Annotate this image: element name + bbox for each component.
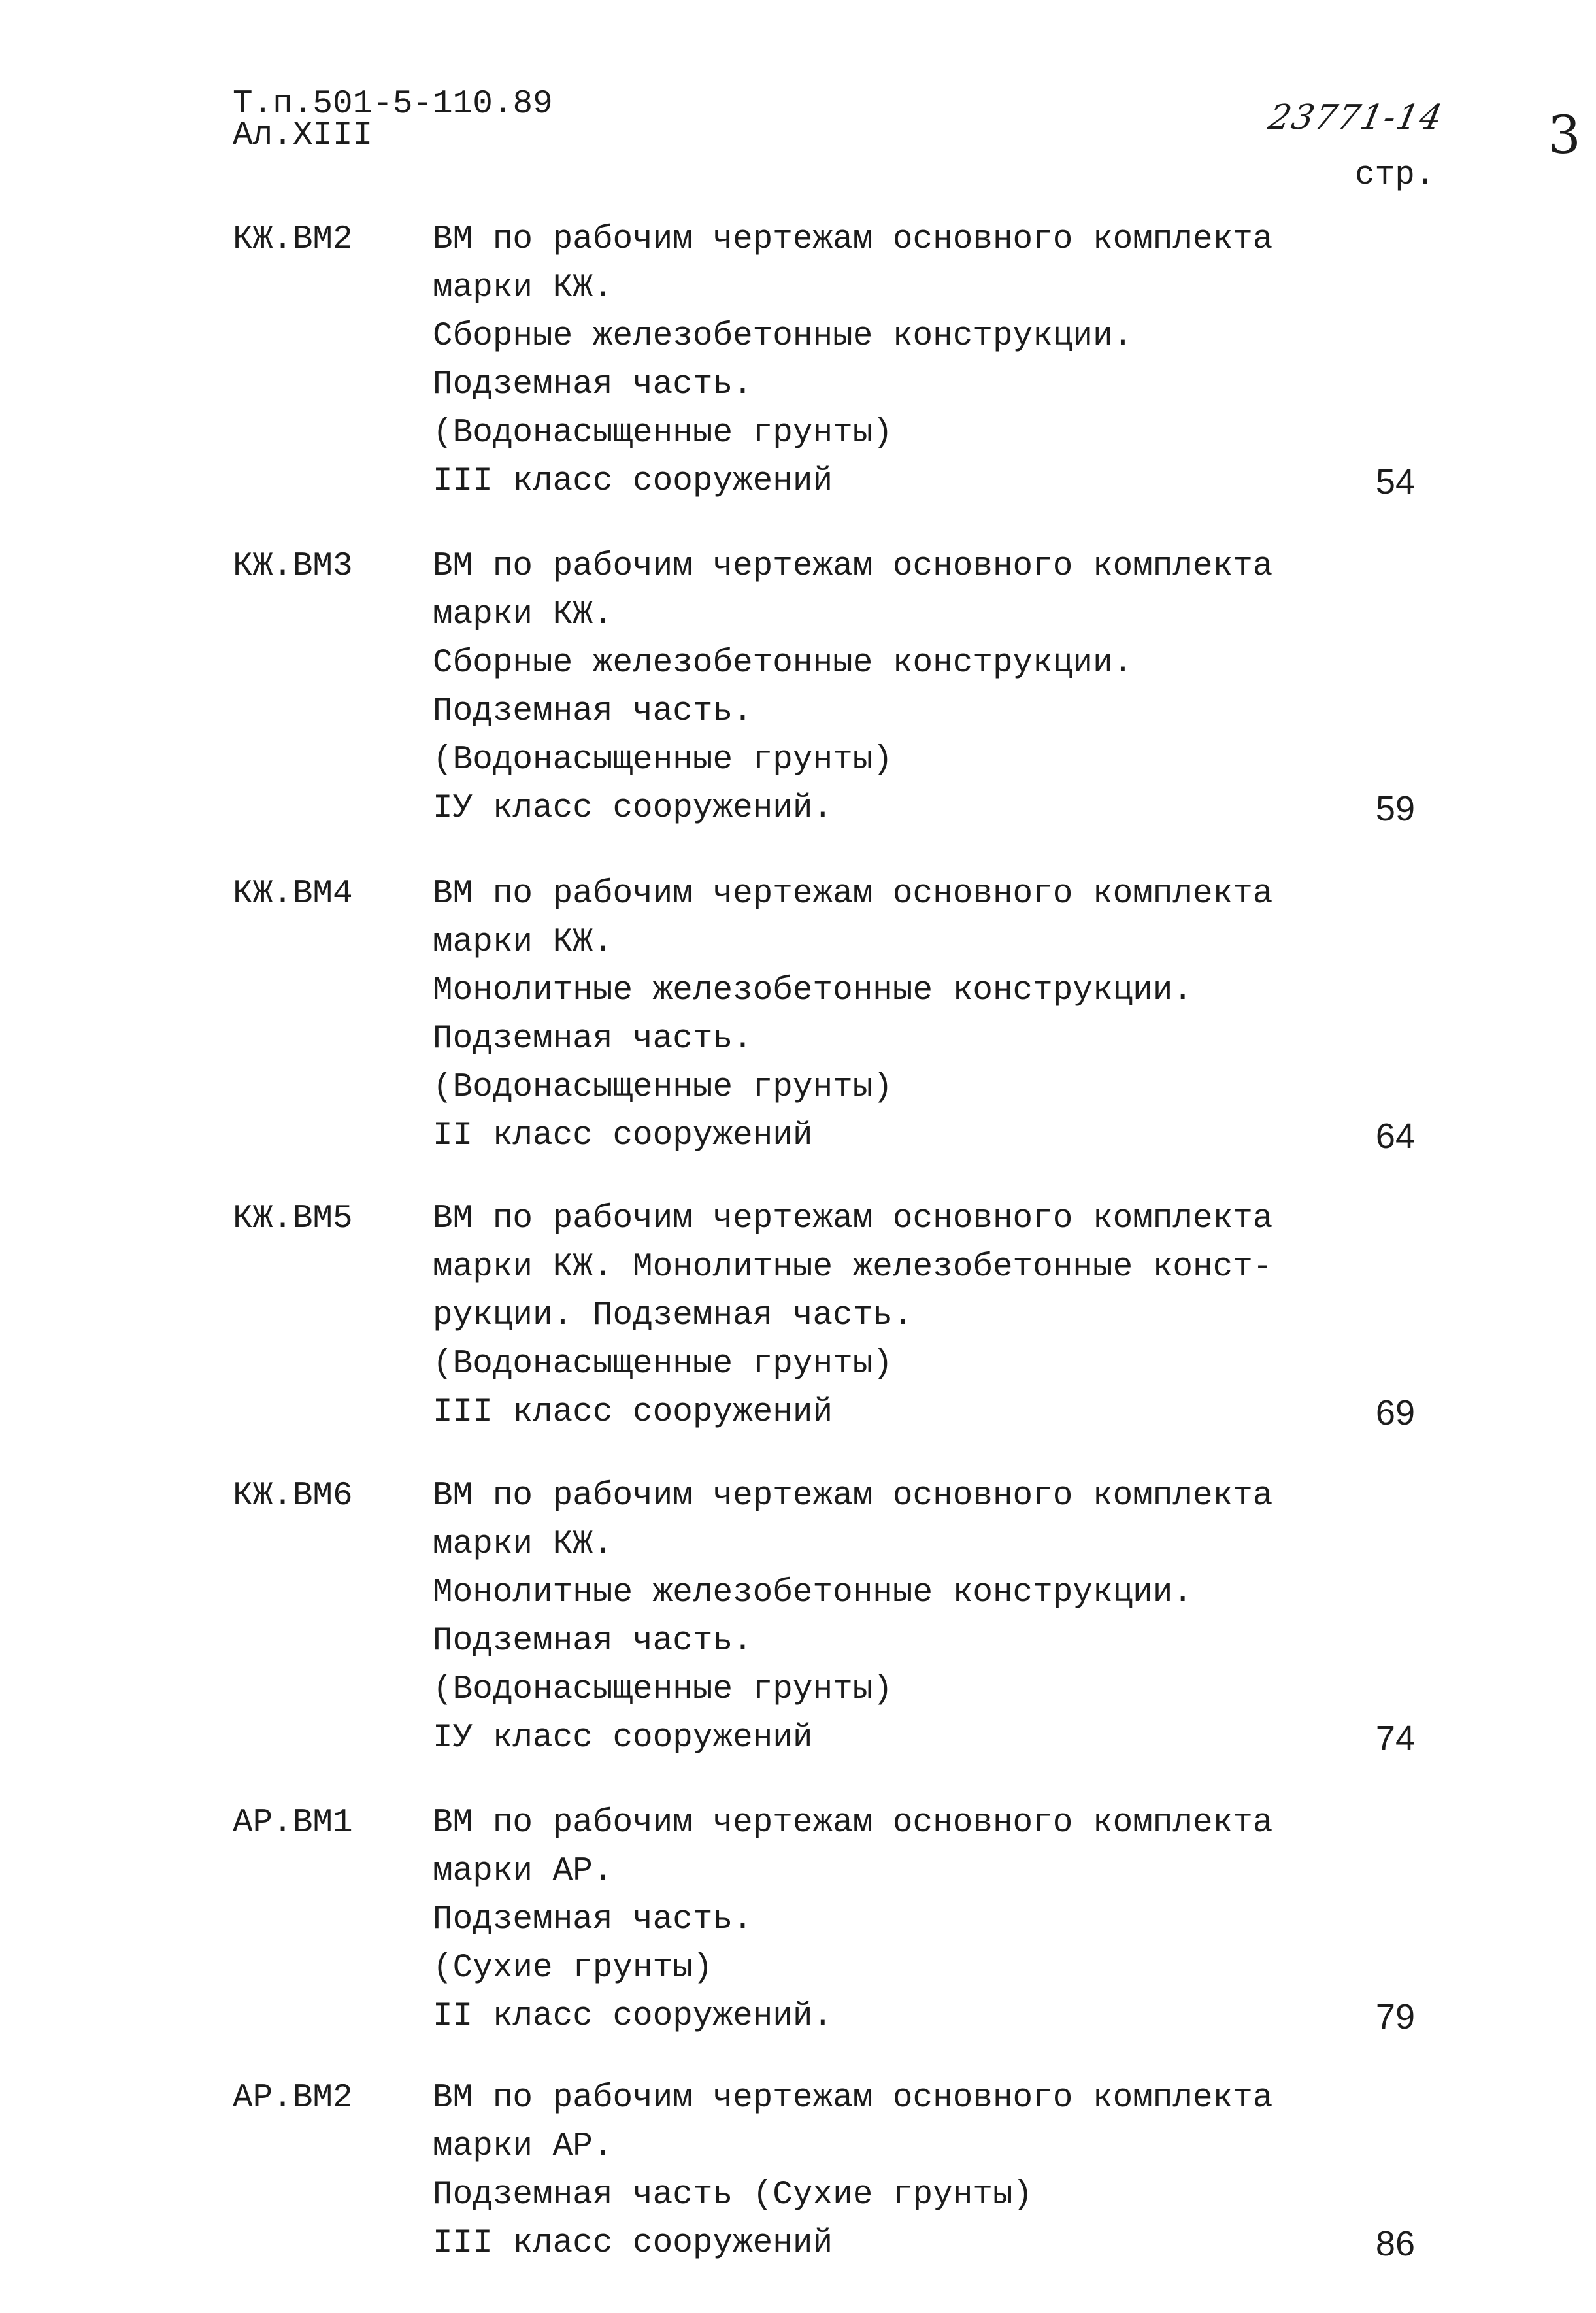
description-line: марки АР.	[433, 2128, 613, 2165]
description-line: марки КЖ.	[433, 1526, 613, 1563]
entry-page-number: 86	[1375, 2224, 1415, 2263]
entry-code: КЖ.ВМ4	[233, 875, 353, 913]
description-line: ВМ по рабочим чертежам основного комплекта	[433, 1804, 1273, 1842]
entry-page-number: 69	[1375, 1393, 1415, 1432]
description-line: ВМ по рабочим чертежам основного комплекта	[433, 221, 1273, 258]
description-line: III класс сооружений	[433, 2225, 833, 2262]
entry-code: АР.ВМ1	[233, 1804, 353, 1842]
description-line: рукции. Подземная часть.	[433, 1297, 913, 1334]
description-line: Сборные железобетонные конструкции.	[433, 645, 1133, 682]
description-line: ВМ по рабочим чертежам основного комплекта	[433, 548, 1273, 585]
entry-description	[433, 2074, 1272, 2268]
description-line: марки КЖ.	[433, 924, 613, 961]
description-line: ВМ по рабочим чертежам основного комплекта	[433, 1200, 1273, 1238]
entry-description	[433, 216, 1272, 506]
entry-code: КЖ.ВМ5	[233, 1200, 353, 1238]
entry-page-number: 74	[1375, 1719, 1415, 1758]
description-line: Подземная часть (Сухие грунты)	[433, 2176, 1033, 2214]
description-line: Подземная часть.	[433, 366, 753, 403]
handwritten-number: 23771-14	[1265, 98, 1447, 137]
entry-description	[433, 543, 1272, 833]
description-line: ВМ по рабочим чертежам основного комплекта	[433, 1477, 1273, 1515]
entry-page-number: 54	[1375, 462, 1415, 501]
page-column-label: стр.	[1355, 157, 1435, 194]
sheet-number: 3	[1548, 105, 1581, 165]
description-line: марки КЖ.	[433, 596, 613, 633]
entry-code: АР.ВМ2	[233, 2080, 353, 2117]
entry-page-number: 59	[1375, 789, 1415, 828]
description-line: IУ класс сооружений.	[433, 790, 833, 827]
entry-code: КЖ.ВМ6	[233, 1477, 353, 1515]
entry-code: КЖ.ВМ3	[233, 548, 353, 585]
description-line: марки КЖ.	[433, 269, 613, 307]
description-line: II класс сооружений.	[433, 1998, 833, 2035]
description-line: (Водонасыщенные грунты)	[433, 1069, 893, 1106]
entry-code: КЖ.ВМ2	[233, 221, 353, 258]
description-line: Сборные железобетонные конструкции.	[433, 318, 1133, 355]
description-line: IУ класс сооружений	[433, 1719, 813, 1757]
entry-description	[433, 1472, 1272, 1763]
description-line: марки КЖ. Монолитные железобетонные конст-	[433, 1249, 1273, 1286]
entry-description	[433, 1195, 1272, 1437]
description-line: Монолитные железобетонные конструкции.	[433, 972, 1193, 1009]
description-line: (Водонасыщенные грунты)	[433, 1345, 893, 1383]
entry-page-number: 79	[1375, 1997, 1415, 2036]
description-line: II класс сооружений	[433, 1117, 813, 1155]
description-line: ВМ по рабочим чертежам основного комплекта	[433, 875, 1273, 913]
description-line: Подземная часть.	[433, 1901, 753, 1938]
entry-description	[433, 1799, 1272, 2041]
doc-code: Т.п.501-5-110.89	[233, 86, 553, 123]
entry-description	[433, 870, 1272, 1160]
description-line: III класс сооружений	[433, 463, 833, 500]
album-number: Ал.XIII	[233, 117, 373, 154]
entry-page-number: 64	[1375, 1117, 1415, 1156]
description-line: Монолитные железобетонные конструкции.	[433, 1574, 1193, 1612]
description-line: Подземная часть.	[433, 693, 753, 730]
description-line: ВМ по рабочим чертежам основного комплекта	[433, 2080, 1273, 2117]
description-line: (Водонасыщенные грунты)	[433, 414, 893, 452]
document-header	[233, 86, 553, 154]
description-line: Подземная часть.	[433, 1623, 753, 1660]
description-line: (Сухие грунты)	[433, 1950, 713, 1987]
description-line: Подземная часть.	[433, 1021, 753, 1058]
description-line: (Водонасыщенные грунты)	[433, 741, 893, 779]
description-line: марки АР.	[433, 1853, 613, 1890]
description-line: (Водонасыщенные грунты)	[433, 1671, 893, 1708]
description-line: III класс сооружений	[433, 1394, 833, 1431]
